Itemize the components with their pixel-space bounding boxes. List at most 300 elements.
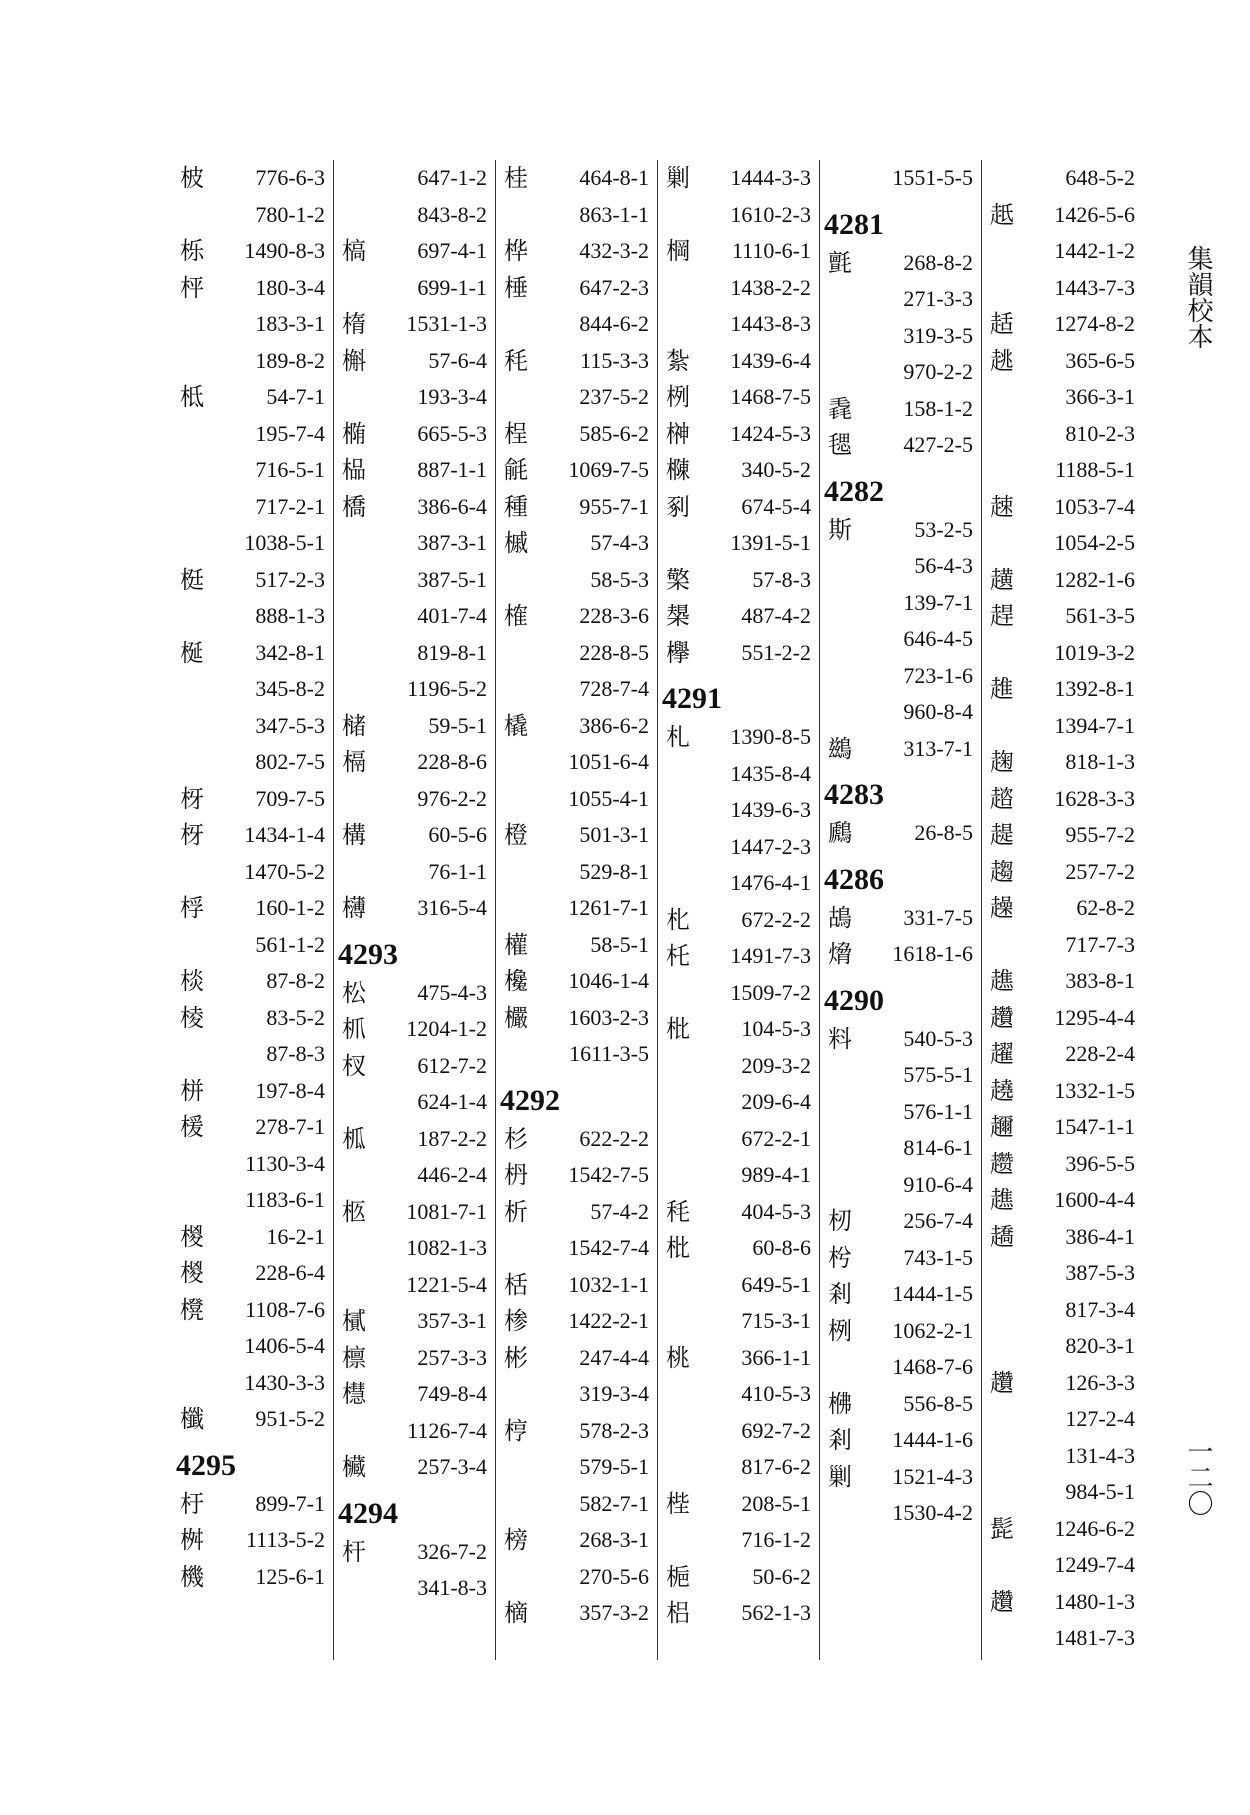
entry-reference: 237-5-2 (579, 384, 649, 409)
entry-character: 剢 (666, 492, 690, 521)
entry-reference: 585-6-2 (579, 420, 649, 446)
entry-character: 毳 (828, 394, 852, 423)
entry-character: 秏 (666, 1197, 690, 1226)
index-entry (172, 598, 333, 634)
index-entry (496, 708, 657, 744)
index-entry (334, 1449, 495, 1485)
index-entry (172, 1255, 333, 1291)
index-entry (820, 621, 981, 657)
entry-character: 鷀 (828, 734, 852, 763)
entry-character: 桦 (504, 237, 528, 265)
index-entry (172, 635, 333, 671)
entry-character: 趡 (990, 675, 1014, 703)
index-entry (982, 1511, 1143, 1547)
entry-reference: 723-1-6 (903, 662, 973, 688)
entry-character: 椶 (180, 1259, 204, 1287)
entry-reference: 1108-7-6 (245, 1296, 325, 1322)
entry-reference: 647-2-3 (579, 274, 649, 300)
index-entry (658, 489, 819, 525)
index-entry (172, 525, 333, 561)
entry-reference: 1521-4-3 (892, 1463, 973, 1489)
index-entry (820, 354, 981, 390)
entry-reference: 672-2-2 (741, 906, 811, 932)
entry-reference: 1434-1-4 (244, 822, 325, 847)
entry-reference: 1603-2-3 (568, 1004, 649, 1030)
entry-reference: 331-7-5 (903, 904, 973, 930)
entry-character: 枇 (666, 1015, 690, 1043)
index-entry (334, 197, 495, 233)
entry-reference: 1391-5-1 (730, 530, 811, 555)
index-entry (172, 781, 333, 817)
index-entry (982, 1547, 1143, 1583)
entry-reference: 1204-1-2 (406, 1016, 487, 1041)
index-entry (496, 1376, 657, 1412)
entry-character: 杈 (342, 1051, 366, 1080)
entry-character: 桯 (504, 419, 528, 448)
index-entry (820, 694, 981, 730)
entry-reference: 1295-4-4 (1054, 1004, 1135, 1030)
entry-reference: 432-3-2 (579, 238, 649, 263)
entry-reference: 960-8-4 (903, 699, 973, 724)
index-entry (496, 306, 657, 342)
section-number-heading: 4293 (338, 937, 398, 971)
entry-character: 趕 (990, 602, 1014, 630)
index-entry (820, 731, 981, 767)
entry-character: 枰 (180, 273, 204, 302)
index-entry (658, 1267, 819, 1303)
entry-reference: 1547-1-1 (1054, 1114, 1135, 1139)
index-entry (172, 452, 333, 488)
index-entry (496, 744, 657, 780)
entry-character: 槲 (342, 346, 366, 375)
entry-character: 栵 (666, 383, 690, 411)
entry-reference: 1600-4-4 (1054, 1187, 1135, 1212)
entry-reference: 1055-4-1 (568, 785, 649, 811)
index-entry (658, 452, 819, 488)
entry-reference: 1435-8-4 (730, 760, 811, 786)
entry-reference: 209-3-2 (741, 1052, 811, 1078)
entry-character: 柀 (180, 164, 204, 192)
entry-reference: 1481-7-3 (1054, 1625, 1135, 1650)
index-entry (820, 1130, 981, 1166)
entry-reference: 576-1-1 (903, 1098, 973, 1124)
entry-character: 構 (342, 821, 366, 849)
entry-reference: 1051-6-4 (568, 749, 649, 774)
index-entry (172, 160, 333, 196)
entry-reference: 699-1-1 (417, 274, 487, 300)
entry-reference: 1221-5-4 (406, 1271, 487, 1297)
index-entry (658, 756, 819, 792)
index-entry (496, 562, 657, 598)
index-entry (982, 1182, 1143, 1218)
entry-reference: 1610-2-3 (730, 201, 811, 227)
entry-character: 趜 (990, 748, 1014, 776)
entry-reference: 665-5-3 (417, 420, 487, 446)
entry-character: 札 (666, 723, 690, 751)
index-entry (820, 1057, 981, 1093)
index-entry (334, 975, 495, 1011)
entry-reference: 228-3-6 (579, 603, 649, 628)
entry-character: 槼 (666, 602, 690, 630)
entry-reference: 817-3-4 (1065, 1296, 1135, 1322)
entry-reference: 59-5-1 (428, 712, 487, 738)
index-entry (820, 1094, 981, 1130)
index-column-2 (334, 160, 496, 1660)
index-entry (496, 1522, 657, 1558)
index-entry (334, 598, 495, 634)
entry-reference: 62-8-2 (1076, 895, 1135, 920)
index-entry (658, 1522, 819, 1558)
index-entry (820, 1313, 981, 1349)
entry-character: 柢 (180, 383, 204, 411)
index-entry (334, 1048, 495, 1084)
index-entry (820, 160, 981, 196)
entry-reference: 529-8-1 (579, 858, 649, 884)
index-entry (982, 708, 1143, 744)
entry-reference: 1246-6-2 (1054, 1515, 1135, 1541)
entry-reference: 1426-5-6 (1054, 201, 1135, 227)
entry-reference: 1188-5-1 (1055, 457, 1135, 482)
entry-character: 枇 (666, 1234, 690, 1262)
entry-reference: 57-4-2 (590, 1198, 649, 1224)
entry-reference: 820-3-1 (1065, 1333, 1135, 1358)
entry-reference: 749-8-4 (417, 1381, 487, 1406)
entry-reference: 780-1-2 (255, 201, 325, 227)
entry-reference: 209-6-4 (741, 1089, 811, 1114)
entry-character: 棰 (504, 273, 528, 302)
entry-reference: 387-5-1 (417, 566, 487, 592)
entry-reference: 1394-7-1 (1054, 712, 1135, 738)
entry-reference: 1430-3-3 (244, 1369, 325, 1395)
entry-reference: 1019-3-2 (1054, 639, 1135, 665)
entry-reference: 131-4-3 (1065, 1442, 1135, 1468)
index-entry (982, 1401, 1143, 1437)
entry-character: 枍 (828, 1243, 852, 1272)
index-entry (658, 1121, 819, 1157)
entry-character: 櫈 (180, 1295, 204, 1324)
index-entry (172, 817, 333, 853)
index-entry (334, 1121, 495, 1157)
index-entry (496, 1486, 657, 1522)
entry-reference: 1447-2-3 (730, 833, 811, 859)
index-entry (172, 1182, 333, 1218)
index-entry (172, 489, 333, 525)
entry-character: 趬 (990, 1076, 1014, 1105)
entry-character: 樲 (342, 1307, 366, 1335)
entry-reference: 1032-1-1 (568, 1271, 649, 1297)
entry-reference: 1468-7-5 (730, 384, 811, 409)
index-column-5 (820, 160, 982, 1660)
index-entry (496, 927, 657, 963)
entry-reference: 1444-3-3 (730, 165, 811, 190)
entry-reference: 1332-1-5 (1054, 1077, 1135, 1103)
index-entry (334, 1413, 495, 1449)
entry-reference: 1476-4-1 (730, 870, 811, 895)
index-entry (982, 306, 1143, 342)
entry-reference: 386-6-4 (417, 493, 487, 519)
index-entry (820, 815, 981, 851)
section-number-heading: 4282 (824, 474, 884, 508)
index-entry (982, 1438, 1143, 1474)
entry-character: 樄 (666, 456, 690, 484)
index-entry (820, 245, 981, 281)
entry-reference: 582-7-1 (579, 1490, 649, 1516)
entry-character: 栵 (828, 1316, 852, 1345)
index-entry (334, 562, 495, 598)
entry-character: 栟 (180, 1076, 204, 1105)
entry-character: 熁 (828, 940, 852, 968)
entry-reference: 1509-7-2 (730, 979, 811, 1005)
index-entry (334, 781, 495, 817)
entry-reference: 125-6-1 (255, 1563, 325, 1589)
entry-reference: 268-3-1 (579, 1527, 649, 1552)
entry-character: 剿 (666, 164, 690, 192)
entry-reference: 984-5-1 (1065, 1479, 1135, 1504)
entry-reference: 817-6-2 (741, 1454, 811, 1479)
index-entry (496, 343, 657, 379)
entry-reference: 1444-1-5 (892, 1281, 973, 1306)
entry-reference: 646-4-5 (903, 626, 973, 651)
entry-reference: 386-4-1 (1065, 1223, 1135, 1249)
entry-reference: 551-2-2 (741, 639, 811, 665)
entry-reference: 717-7-3 (1065, 931, 1135, 957)
index-entry (496, 1194, 657, 1230)
index-entry (496, 197, 657, 233)
section-number-heading: 4292 (500, 1083, 560, 1117)
index-entry (658, 1303, 819, 1339)
index-entry (496, 1595, 657, 1631)
entry-reference: 579-5-1 (579, 1454, 649, 1479)
entry-reference: 692-7-2 (741, 1417, 811, 1443)
index-entry (496, 1157, 657, 1193)
index-entry (658, 1230, 819, 1266)
entry-character: 桴 (180, 894, 204, 922)
entry-reference: 126-3-3 (1065, 1369, 1135, 1395)
entry-reference: 1249-7-4 (1054, 1552, 1135, 1577)
entry-reference: 1443-7-3 (1054, 274, 1135, 300)
entry-character: 槠 (342, 711, 366, 740)
entry-character: 柧 (342, 1124, 366, 1153)
index-entry (658, 1157, 819, 1193)
index-entry (658, 1011, 819, 1047)
entry-reference: 810-2-3 (1065, 420, 1135, 446)
entry-reference: 58-5-3 (590, 566, 649, 592)
index-entry (334, 1303, 495, 1339)
entry-character: 桃 (666, 1343, 690, 1372)
index-entry (658, 160, 819, 196)
entry-reference: 1470-5-2 (244, 858, 325, 884)
index-entry (496, 416, 657, 452)
entry-character: 梃 (180, 565, 204, 594)
entry-reference: 387-3-1 (417, 530, 487, 555)
entry-reference: 475-4-3 (417, 979, 487, 1005)
entry-character: 料 (828, 1024, 852, 1053)
entry-reference: 257-3-4 (417, 1454, 487, 1479)
entry-character: 杅 (180, 1489, 204, 1518)
index-entry (334, 416, 495, 452)
entry-reference: 1542-7-4 (568, 1235, 649, 1260)
entry-character: 梠 (666, 1599, 690, 1627)
entry-character: 檩 (342, 1343, 366, 1372)
entry-reference: 16-2-1 (266, 1223, 325, 1249)
entry-reference: 624-1-4 (417, 1089, 487, 1114)
index-entry (982, 197, 1143, 233)
entry-reference: 818-1-3 (1065, 749, 1135, 774)
entry-reference: 366-1-1 (741, 1344, 811, 1370)
index-entry (820, 1203, 981, 1239)
index-entry (820, 658, 981, 694)
index-entry (334, 635, 495, 671)
entry-reference: 427-2-5 (903, 432, 973, 457)
entry-character: 種 (504, 492, 528, 521)
entry-reference: 1468-7-6 (892, 1354, 973, 1379)
index-entry (496, 1303, 657, 1339)
entry-reference: 60-5-6 (428, 822, 487, 847)
entry-character: 梈 (504, 1416, 528, 1445)
entry-character: 松 (342, 978, 366, 1007)
entry-character: 趰 (990, 1113, 1014, 1141)
index-entry (658, 1486, 819, 1522)
book-title: 集韻校本 (1183, 245, 1213, 349)
index-entry (982, 598, 1143, 634)
index-entry (658, 562, 819, 598)
entry-reference: 464-8-1 (579, 165, 649, 190)
index-entry (658, 1413, 819, 1449)
entry-reference: 1530-4-2 (892, 1500, 973, 1525)
entry-reference: 357-3-2 (579, 1600, 649, 1625)
index-entry (496, 1340, 657, 1376)
entry-reference: 228-8-5 (579, 639, 649, 665)
entry-character: 析 (504, 1197, 528, 1226)
entry-reference: 257-3-3 (417, 1344, 487, 1370)
entry-character: 槅 (342, 748, 366, 776)
entry-reference: 60-8-6 (752, 1235, 811, 1260)
entry-character: 橇 (504, 711, 528, 740)
entry-reference: 1274-8-2 (1054, 311, 1135, 336)
entry-reference: 1611-3-5 (569, 1041, 649, 1066)
entry-reference: 743-1-5 (903, 1244, 973, 1270)
index-entry (658, 598, 819, 634)
section-number-heading: 4295 (176, 1448, 236, 1482)
entry-reference: 1113-5-2 (245, 1527, 325, 1552)
section-number-heading: 4291 (662, 682, 722, 715)
index-entry (658, 719, 819, 755)
index-entry (982, 1365, 1143, 1401)
entry-reference: 575-5-1 (903, 1062, 973, 1087)
entry-reference: 446-2-4 (417, 1162, 487, 1187)
index-entry (658, 1084, 819, 1120)
entry-character: 機 (180, 1562, 204, 1591)
index-entry (820, 1349, 981, 1385)
index-entry (820, 936, 981, 972)
entry-character: 桝 (180, 1526, 204, 1554)
entry-reference: 672-2-1 (741, 1125, 811, 1151)
section-number-heading: 4281 (824, 207, 884, 241)
entry-character: 趏 (990, 310, 1014, 338)
entry-character: 剎 (828, 1426, 852, 1454)
index-entry (172, 233, 333, 269)
index-entry (334, 1340, 495, 1376)
index-entry (820, 391, 981, 427)
index-entry (496, 781, 657, 817)
index-entry (820, 548, 981, 584)
index-entry (982, 1000, 1143, 1036)
entry-reference: 1082-1-3 (406, 1235, 487, 1260)
index-entry (172, 1559, 333, 1595)
index-entry (982, 525, 1143, 561)
index-entry (982, 781, 1143, 817)
index-entry (982, 671, 1143, 707)
index-entry (982, 343, 1143, 379)
entry-character: 楥 (180, 1113, 204, 1141)
entry-reference: 1618-1-6 (892, 941, 973, 966)
entry-reference: 888-1-3 (255, 603, 325, 628)
index-entry (334, 1376, 495, 1412)
index-entry (658, 635, 819, 671)
entry-reference: 228-8-6 (417, 749, 487, 774)
index-entry (334, 1267, 495, 1303)
index-entry (496, 854, 657, 890)
entry-reference: 1628-3-3 (1054, 785, 1135, 811)
index-entry (982, 1073, 1143, 1109)
entry-reference: 208-5-1 (741, 1490, 811, 1516)
index-entry (334, 1230, 495, 1266)
entry-reference: 717-2-1 (255, 493, 325, 519)
index-entry (172, 1328, 333, 1364)
entry-reference: 1126-7-4 (407, 1417, 487, 1443)
index-entry (334, 671, 495, 707)
entry-character: 榜 (504, 1526, 528, 1554)
index-entry (820, 512, 981, 548)
index-column-6 (982, 160, 1143, 1660)
entry-reference: 1531-1-3 (406, 311, 487, 336)
index-entry (658, 1340, 819, 1376)
index-entry (172, 1486, 333, 1522)
entry-reference: 1261-7-1 (568, 895, 649, 920)
index-entry (172, 1219, 333, 1255)
index-entry (982, 817, 1143, 853)
index-entry (172, 1401, 333, 1437)
entry-character: 杒 (828, 1207, 852, 1235)
index-entry (334, 1011, 495, 1047)
entry-reference: 517-2-3 (255, 566, 325, 592)
entry-reference: 1110-6-1 (731, 238, 811, 263)
index-entry (496, 1036, 657, 1072)
entry-reference: 247-4-4 (579, 1344, 649, 1370)
index-entry (982, 233, 1143, 269)
entry-reference: 1038-5-1 (244, 530, 325, 555)
entry-character: 欂 (342, 894, 366, 922)
entry-reference: 271-3-3 (903, 286, 973, 311)
index-entry (172, 1365, 333, 1401)
index-entry (982, 890, 1143, 926)
entry-reference: 562-1-3 (741, 1600, 811, 1625)
index-entry (982, 379, 1143, 415)
entry-reference: 728-7-4 (579, 676, 649, 701)
entry-character: 梔 (666, 1562, 690, 1591)
index-entry (820, 1240, 981, 1276)
index-entry (982, 562, 1143, 598)
entry-reference: 844-6-2 (579, 311, 649, 336)
entry-character: 橙 (504, 821, 528, 849)
index-entry (820, 318, 981, 354)
entry-reference: 195-7-4 (255, 420, 325, 446)
entry-reference: 54-7-1 (266, 384, 325, 409)
index-entry (172, 1036, 333, 1072)
index-entry (982, 1219, 1143, 1255)
index-entry (496, 890, 657, 926)
index-entry (172, 562, 333, 598)
